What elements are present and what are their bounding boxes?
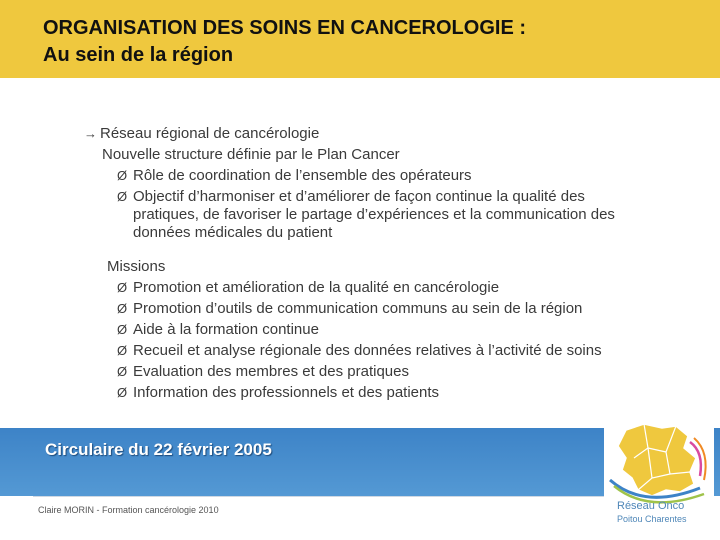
mission-item: Ø Promotion et amélioration de la qualité en cancérologie <box>117 279 500 296</box>
arrow-right-icon: → <box>84 126 97 141</box>
bullet-arrow-icon: Ø <box>117 189 128 204</box>
reseau-point-continuation: pratiques, de favoriser le partage d’expériences et la communication des <box>133 206 615 223</box>
page-title-line-1: ORGANISATION DES SOINS EN CANCEROLOGIE : <box>43 17 526 39</box>
reseau-heading: Réseau régional de cancérologie <box>100 125 320 142</box>
footer-divider <box>33 496 613 497</box>
bullet-arrow-icon: Ø <box>117 322 128 337</box>
page-title-line-2: Au sein de la région <box>43 44 234 66</box>
bullet-arrow-icon: Ø <box>117 385 128 400</box>
mission-item: Ø Promotion d’outils de communication communs au sein de la région <box>117 300 583 317</box>
mission-item: Ø Information des professionnels et des patients <box>117 384 440 401</box>
bullet-arrow-icon: Ø <box>117 343 128 358</box>
title-band <box>0 0 720 78</box>
logo-text-region: Poitou Charentes <box>617 514 687 524</box>
reseau-heading-line <box>84 124 319 143</box>
circulaire-label: Circulaire du 22 février 2005 <box>45 440 272 459</box>
footer-credit: Claire MORIN - Formation cancérologie 2010 <box>38 505 219 515</box>
mission-item: Ø Aide à la formation continue <box>117 321 319 338</box>
bullet-arrow-icon: Ø <box>117 168 128 183</box>
missions-heading: Missions <box>107 258 166 275</box>
bullet-arrow-icon: Ø <box>117 364 128 379</box>
reseau-subheading: Nouvelle structure définie par le Plan Cancer <box>102 146 400 163</box>
page-title <box>43 15 526 69</box>
reseau-point-continuation: données médicales du patient <box>133 224 333 241</box>
mission-item: Ø Recueil et analyse régionale des données relatives à l’activité de soins <box>117 342 602 359</box>
bullet-arrow-icon: Ø <box>117 301 128 316</box>
mission-item: Ø Evaluation des membres et des pratiques <box>117 363 409 380</box>
reseau-point: Ø Objectif d’harmoniser et d’améliorer de façon continue la qualité des <box>117 188 585 205</box>
bullet-arrow-icon: Ø <box>117 280 128 295</box>
logo-text-reseau: Réseau Onco <box>617 500 685 512</box>
reseau-point: Ø Rôle de coordination de l’ensemble des opérateurs <box>117 167 472 184</box>
